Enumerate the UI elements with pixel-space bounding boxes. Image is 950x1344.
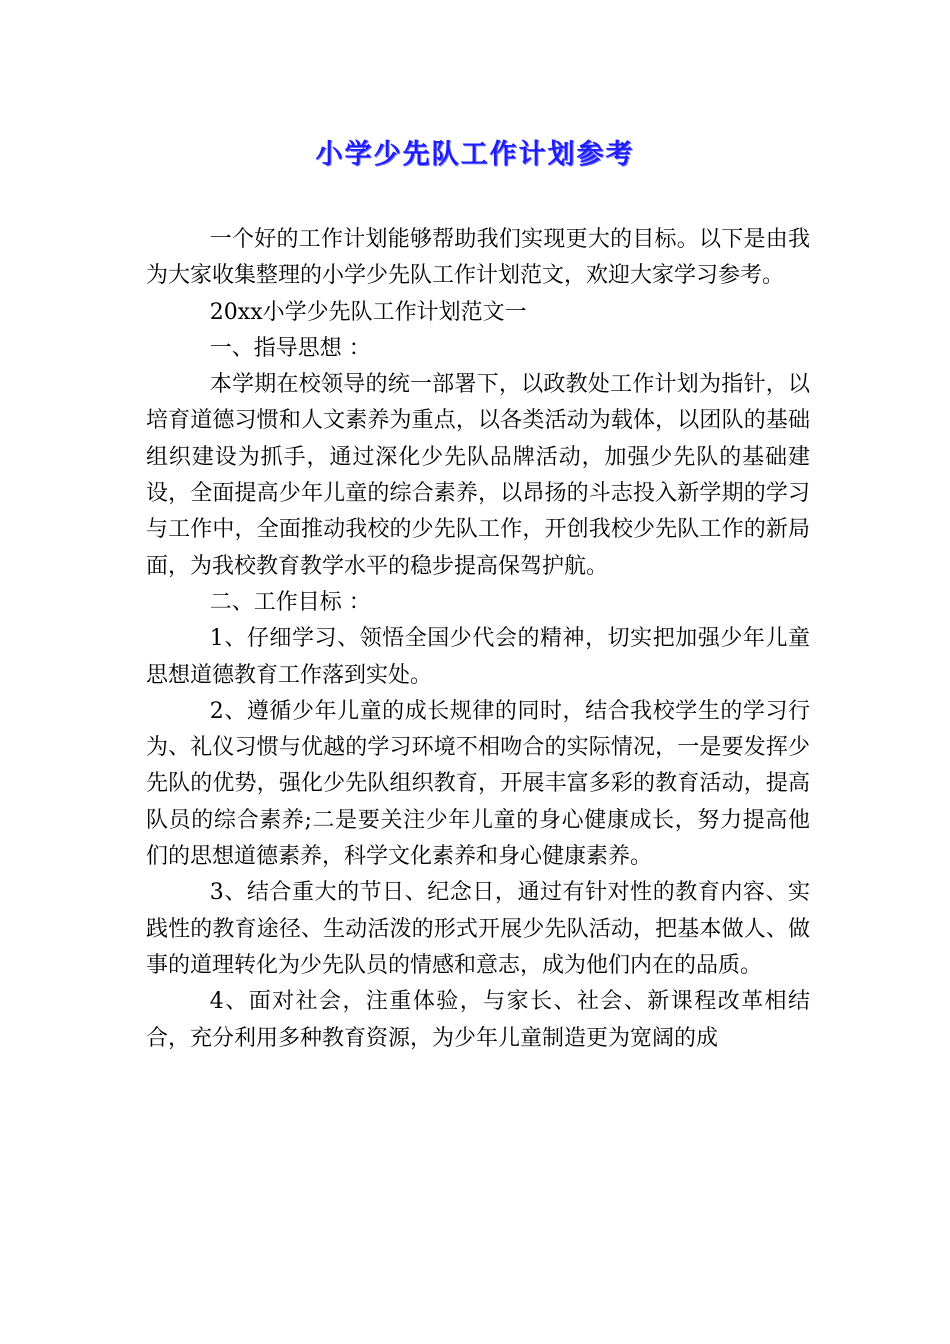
document-title: 小学少先队工作计划参考: [315, 139, 635, 170]
paragraph-goal-3: 3、结合重大的节日、纪念日，通过有针对性的教育内容、实践性的教育途径、生动活泼的形式开展少先队活动，把基本做人、做事的道理转化为少先队员的情感和意志，成为他们内在的品质。: [146, 880, 810, 978]
document-body: [146, 222, 810, 1057]
paragraph-guiding-ideology: 本学期在校领导的统一部署下，以政教处工作计划为指针，以培育道德习惯和人文素养为重点，以各类活动为载体，以团队的基础组织建设为抓手，通过深化少先队品牌活动，加强少先队的基础建设，全面提高少年儿童的综合素养，以昂扬的斗志投入新学期的学习与工作中，全面推动我校的少先队工作，开创我校少先队工作的新局面，为我校教育教学水平的稳步提高保驾护航。: [146, 372, 810, 579]
paragraph-section-heading: 20xx小学少先队工作计划范文一: [209, 299, 527, 325]
paragraph-heading-work-goals: 二、工作目标 ：: [209, 589, 371, 615]
paragraph-heading-guiding-ideology: 一、指导思想 ：: [209, 335, 371, 361]
paragraph-goal-2: 2、遵循少年儿童的成长规律的同时，结合我校学生的学习行为、礼仪习惯与优越的学习环境不相吻合的实际情况，一是要发挥少先队的优势，强化少先队组织教育，开展丰富多彩的教育活动，提高队员的综合素养;二是要关注少年儿童的身心健康成长，努力提高他们的思想道德素养，科学文化素养和身心健康素养。: [146, 698, 810, 870]
paragraph-intro: 一个好的工作计划能够帮助我们实现更大的目标。以下是由我为大家收集整理的小学少先队工作计划范文，欢迎大家学习参考。: [146, 227, 810, 289]
paragraph-goal-1: 1、仔细学习、领悟全国少代会的精神，切实把加强少年儿童思想道德教育工作落到实处。: [146, 626, 810, 688]
paragraph-goal-4: 4、面对社会，注重体验，与家长、社会、新课程改革相结合，充分利用多种教育资源，为少年儿童制造更为宽阔的成: [146, 989, 810, 1051]
